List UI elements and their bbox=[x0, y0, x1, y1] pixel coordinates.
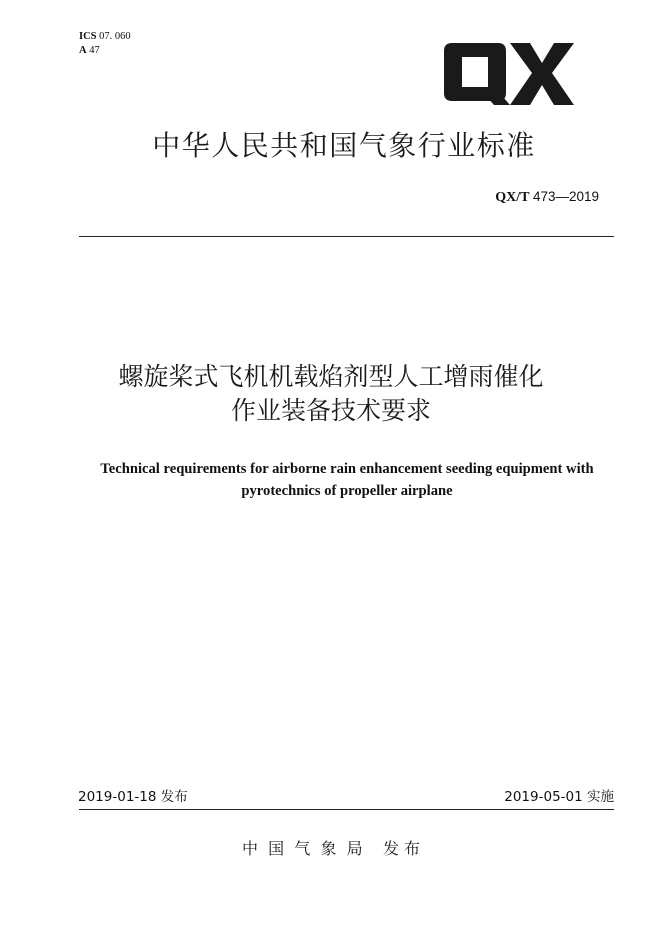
issue-date: 2019-01-18 发布 bbox=[78, 789, 188, 805]
qx-logo-graphic bbox=[444, 39, 574, 107]
header-divider bbox=[79, 236, 614, 237]
title-en-line-2: pyrotechnics of propeller airplane bbox=[241, 483, 453, 499]
ccs-value: 47 bbox=[89, 45, 100, 56]
ics-code bbox=[79, 30, 131, 44]
standard-organization: 中华人民共和国气象行业标准 bbox=[152, 129, 536, 162]
classification-codes bbox=[79, 30, 131, 58]
title-cn-line-1: 螺旋桨式飞机机载焰剂型人工增雨催化 bbox=[118, 362, 544, 391]
title-en-line-1: Technical requirements for airborne rain enhancement seeding equipment with bbox=[100, 461, 594, 477]
standard-code-prefix: QX/T bbox=[495, 190, 530, 205]
standard-code-number: 473—2019 bbox=[532, 189, 599, 204]
effective-date: 2019-05-01 实施 bbox=[504, 789, 614, 805]
document-title-chinese bbox=[40, 360, 622, 428]
ccs-code bbox=[79, 44, 131, 58]
publisher: 中 国 气 象 局 发 布 bbox=[241, 839, 421, 858]
ccs-label: A bbox=[79, 45, 87, 56]
ics-label: ICS bbox=[79, 31, 97, 42]
standard-code bbox=[420, 187, 599, 208]
document-title-english bbox=[60, 458, 634, 502]
qx-logo bbox=[444, 39, 574, 107]
title-cn-line-2: 作业装备技术要求 bbox=[230, 396, 431, 425]
footer-divider bbox=[79, 809, 614, 810]
ics-value: 07. 060 bbox=[99, 31, 131, 42]
